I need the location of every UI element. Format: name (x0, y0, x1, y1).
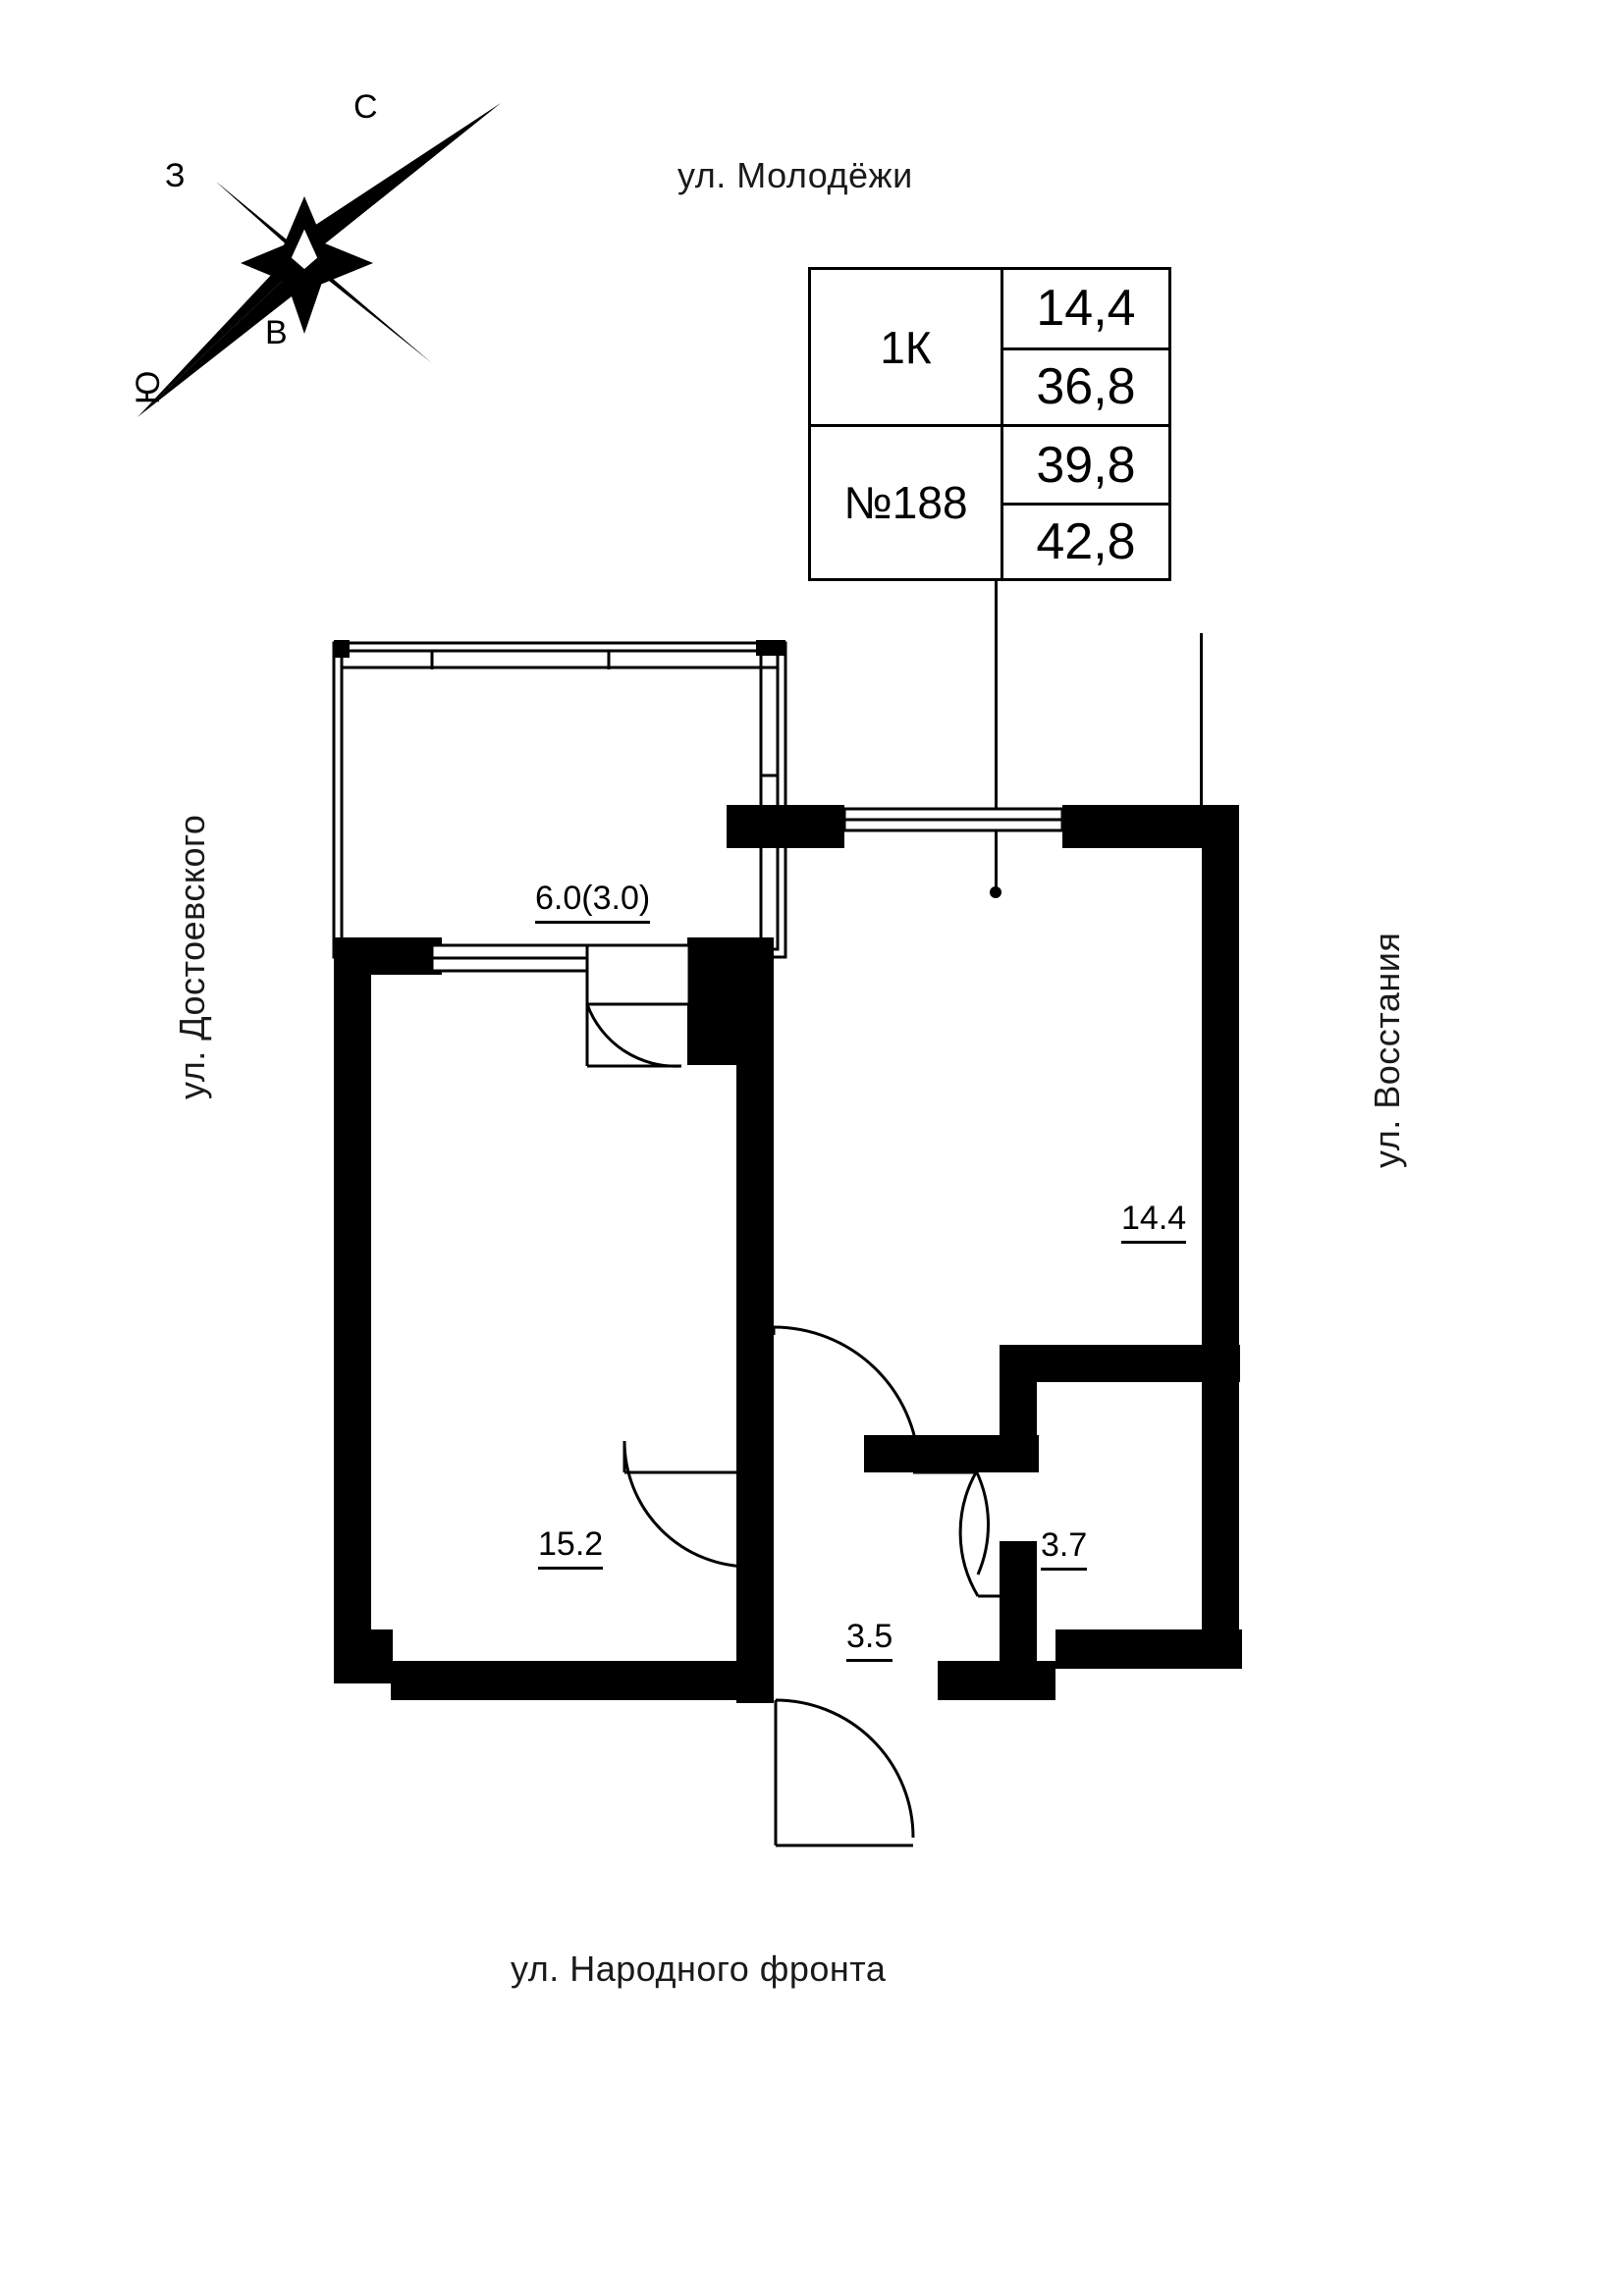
street-label-right: ул. Восстания (1367, 932, 1407, 1168)
rooms-count-cell: 1К (811, 270, 1003, 424)
plan-walls (334, 640, 1242, 1845)
door-swings (587, 1004, 989, 1845)
street-label-top: ул. Молодёжи (677, 155, 913, 195)
total-area-with-loggia-value: 39,8 (1036, 436, 1136, 494)
structural-walls (334, 805, 1242, 1703)
total-area-value: 36,8 (1003, 347, 1168, 425)
compass-north-label: С (353, 88, 378, 126)
area-label-hall: 3.5 (846, 1618, 893, 1662)
compass-south-label: Ю (130, 370, 167, 404)
compass-east-label: В (265, 314, 288, 351)
living-area-value: 14,4 (1036, 280, 1136, 338)
area-with-balcony-value: 42,8 (1003, 503, 1168, 578)
apartment-number-cell: №188 (811, 424, 1003, 578)
area-label-bathroom: 3.7 (1041, 1526, 1087, 1571)
area-label-living-room: 14.4 (1121, 1200, 1186, 1244)
compass-west-label: З (165, 157, 186, 194)
street-label-bottom: ул. Народного фронта (511, 1949, 887, 1989)
area-label-room: 15.2 (538, 1525, 603, 1570)
street-label-left: ул. Достоевского (172, 814, 212, 1099)
area-label-balcony: 6.0(3.0) (535, 880, 650, 924)
